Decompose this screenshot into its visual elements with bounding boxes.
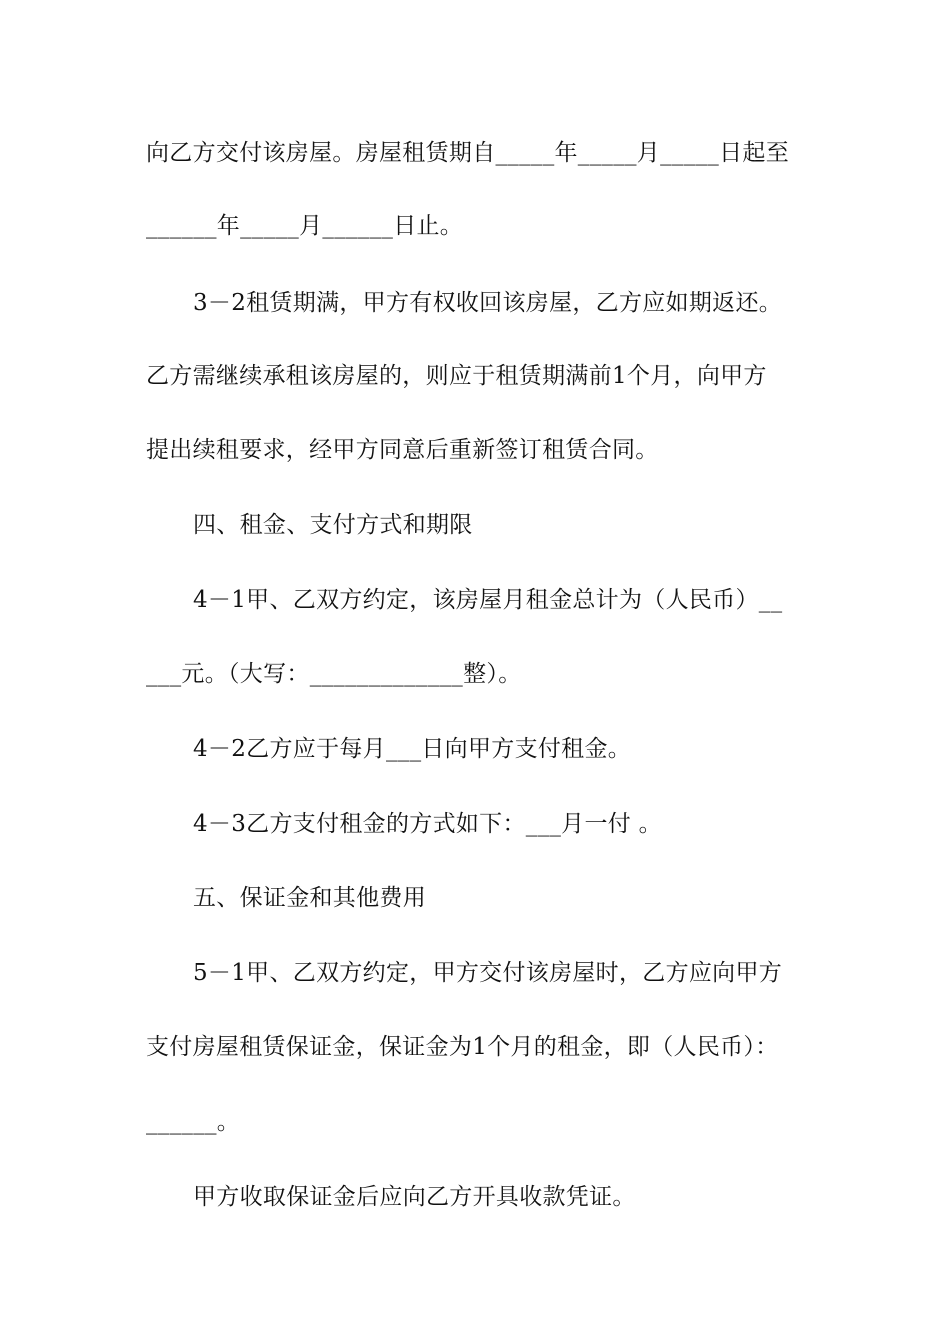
paragraph-line: ______年_____月______日止。: [146, 213, 464, 239]
paragraph-line: 向乙方交付该房屋。房屋租赁期自_____年_____月_____日起至: [146, 140, 789, 166]
section-heading-4: 四、租金、支付方式和期限: [193, 512, 473, 538]
clause-4-2: 4－2乙方应于每月___日向甲方支付租金。: [193, 736, 632, 762]
paragraph-line: ___元。（大写：_____________整）。: [146, 661, 522, 687]
paragraph-line: 乙方需继续承租该房屋的，则应于租赁期满前1个月，向甲方: [146, 363, 767, 389]
paragraph-line: ______。: [146, 1109, 241, 1135]
clause-3-2: 3－2租赁期满，甲方有权收回该房屋，乙方应如期返还。: [193, 290, 783, 316]
clause-4-1: 4－1甲、乙双方约定，该房屋月租金总计为（人民币）__: [193, 587, 783, 613]
paragraph-line: 支付房屋租赁保证金，保证金为1个月的租金，即（人民币）：: [146, 1034, 779, 1060]
paragraph-line: 甲方收取保证金后应向乙方开具收款凭证。: [193, 1184, 636, 1210]
paragraph-line: 提出续租要求，经甲方同意后重新签订租赁合同。: [146, 437, 659, 463]
clause-5-1: 5－1甲、乙双方约定，甲方交付该房屋时，乙方应向甲方: [193, 960, 783, 986]
section-heading-5: 五、保证金和其他费用: [193, 885, 426, 911]
clause-4-3: 4－3乙方支付租金的方式如下：___月一付 。: [193, 811, 662, 837]
